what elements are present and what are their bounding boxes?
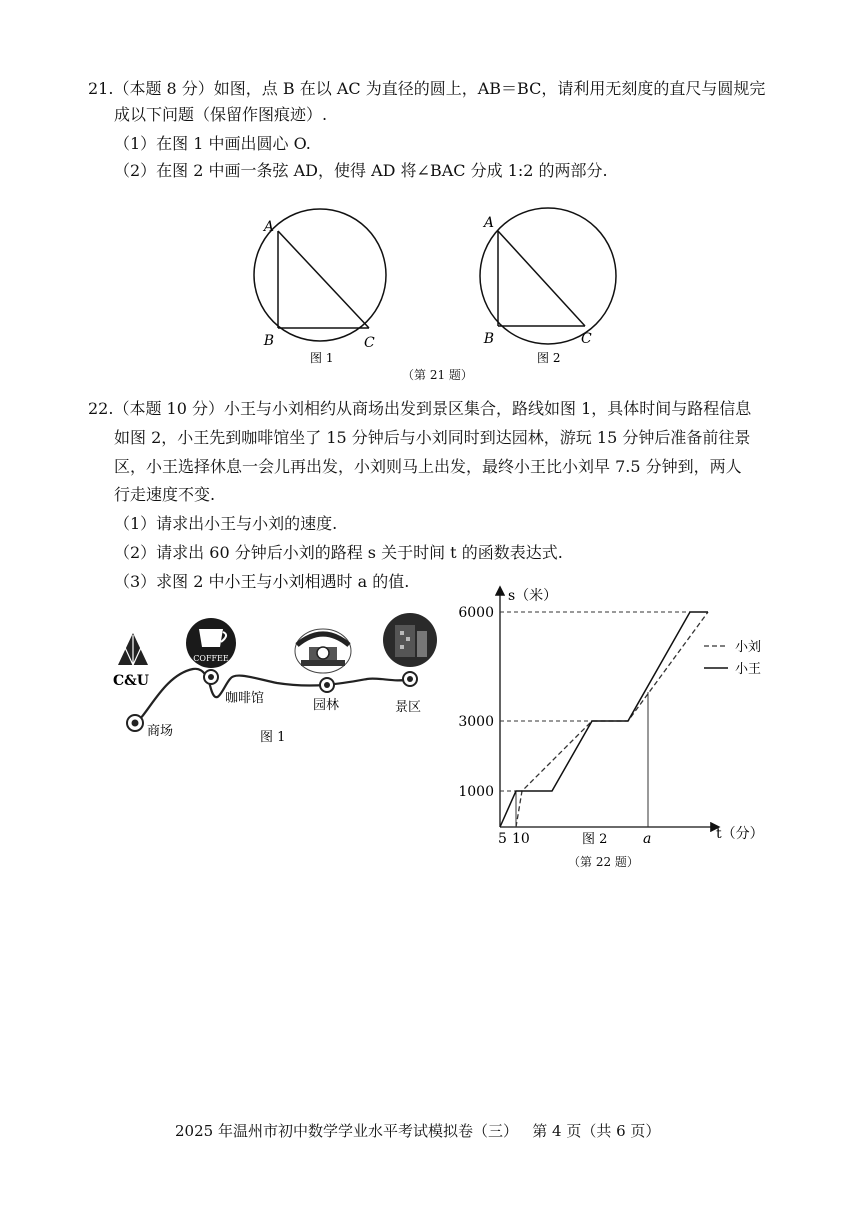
q22-line4: 行走速度不变. — [114, 485, 216, 504]
legend-xiaoliu: 小刘 — [735, 640, 762, 655]
series-xiaowang — [500, 612, 708, 827]
y-tick-6000: 6000 — [458, 605, 494, 621]
segment-ac-1 — [278, 231, 369, 328]
q21-figure2 — [480, 208, 616, 365]
q21-number: 21. — [88, 79, 114, 98]
fig1-caption: 图 1 — [310, 351, 334, 365]
q21-figure1 — [254, 209, 386, 365]
y-tick-3000: 3000 — [458, 714, 494, 730]
q22-part2: （2）请求出 60 分钟后小刘的路程 s 关于时间 t 的函数表达式. — [114, 543, 563, 562]
fig2-label-a: A — [483, 215, 494, 231]
stop-scenic-label: 景区 — [395, 700, 422, 715]
q21-text-1: （本题 8 分）如图，点 B 在以 AC 为直径的圆上，AB＝BC，请利用无刻度的直尺与圆规完 — [113, 79, 766, 98]
q21-line2: 成以下问题（保留作图痕迹）. — [114, 105, 328, 124]
coffee-label: COFFEE — [193, 654, 229, 663]
route-map — [105, 605, 450, 755]
fig2-label-b: B — [483, 331, 494, 347]
y-tick-1000: 1000 — [458, 784, 494, 800]
q21-line1 — [88, 78, 765, 100]
stop-mall-label: 商场 — [147, 724, 174, 739]
q22-text-1: （本题 10 分）小王与小刘相约从商场出发到景区集合，路线如图 1，具体时间与路程信息 — [113, 399, 752, 418]
q22-part1: （1）请求出小王与小刘的速度. — [114, 514, 338, 533]
x-tick-10: 10 — [512, 831, 530, 847]
q21-figures — [250, 205, 630, 390]
y-axis-label: s（米） — [508, 588, 558, 604]
cup-icon — [199, 629, 223, 647]
q22-line1 — [88, 398, 751, 420]
scenic-icon — [383, 613, 437, 667]
segment-ac-2 — [498, 231, 585, 326]
map-caption: 图 1 — [260, 730, 286, 745]
stop-coffee-label: 咖啡馆 — [225, 691, 265, 706]
series-xiaoliu — [500, 612, 708, 827]
page-footer: 2025 年温州市初中数学学业水平考试模拟卷（三） 第 4 页（共 6 页） — [175, 1122, 661, 1140]
route-path — [135, 669, 410, 723]
q21-part1: （1）在图 1 中画出圆心 O. — [114, 134, 311, 153]
x-tick-a: a — [643, 831, 652, 847]
q22-caption: （第 22 题） — [568, 855, 639, 869]
fig1-label-a: A — [263, 219, 274, 235]
q22-line2: 如图 2，小王先到咖啡馆坐了 15 分钟后与小刘同时到达园林，游玩 15 分钟后准备前往景 — [114, 428, 751, 447]
fig1-label-c: C — [364, 335, 375, 351]
q22-part3: （3）求图 2 中小王与小刘相遇时 a 的值. — [114, 572, 410, 591]
distance-time-graph — [450, 582, 790, 852]
q22-line3: 区，小王选择休息一会儿再出发，小刘则马上出发，最终小王比小刘早 7.5 分钟到，两人 — [114, 457, 742, 476]
garden-icon — [295, 629, 351, 673]
fig2-caption: 图 2 — [537, 351, 561, 365]
legend-xiaowang: 小王 — [735, 662, 762, 677]
q21-part2: （2）在图 2 中画一条弦 AD，使得 AD 将∠BAC 分成 1:2 的两部分. — [114, 161, 608, 180]
cu-logo — [113, 633, 149, 689]
logo-text: C&U — [113, 673, 149, 689]
x-tick-5: 5 — [498, 831, 507, 847]
q22-number: 22. — [88, 399, 114, 418]
circle-2 — [480, 208, 616, 344]
stop-garden-label: 园林 — [313, 698, 340, 713]
fig1-label-b: B — [263, 333, 274, 349]
x-axis-label: t（分） — [716, 826, 764, 842]
q21-caption: （第 21 题） — [402, 368, 473, 382]
fig2-label-c: C — [581, 331, 592, 347]
graph-caption: 图 2 — [582, 832, 608, 847]
